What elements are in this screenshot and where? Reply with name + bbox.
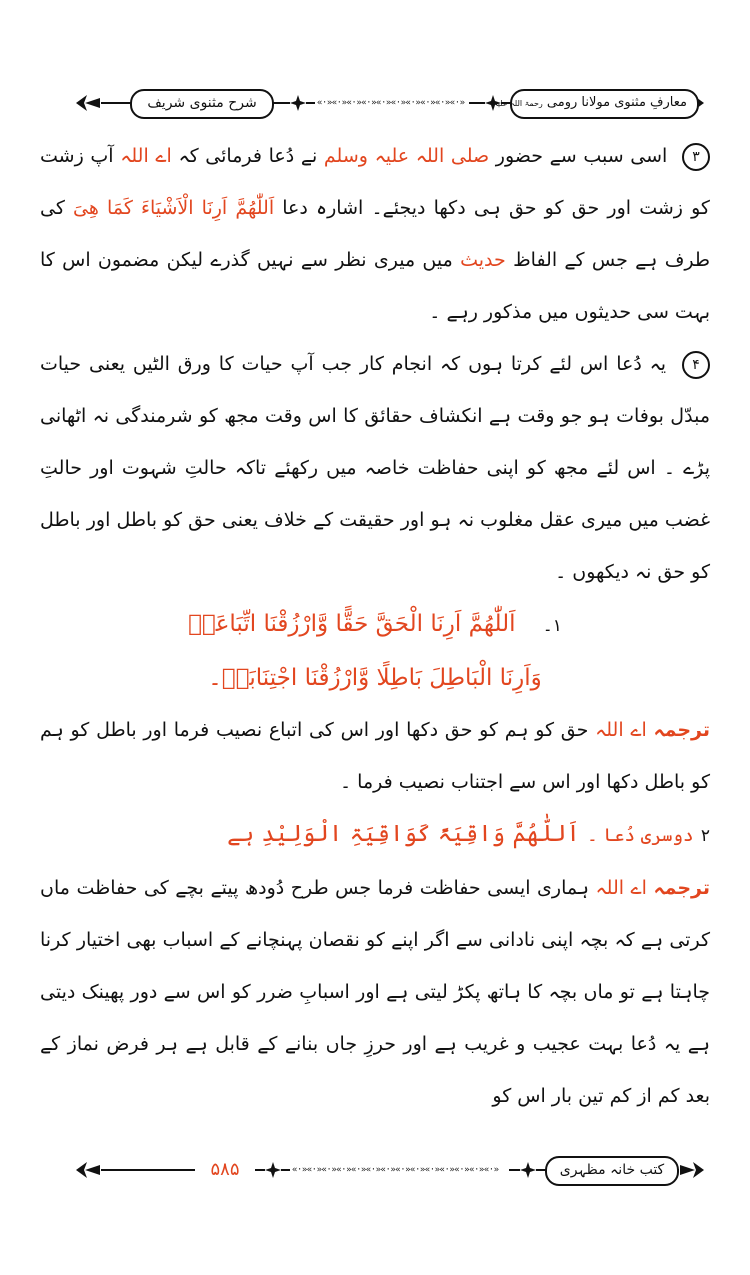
header-right-title xyxy=(493,89,699,119)
body-text: حق کو ہم کو حق دکھا اور اس کی اتباع نصیب فرما اور باطل کو ہم کو باطل دکھا اور اس سے اجتناب نصیب فرما ۔ xyxy=(40,719,710,793)
paragraph-4 xyxy=(40,338,710,598)
arabic-dua-text: اَللّٰھُمَّ اَرِنَا الْحَقَّ حَقًّا وَّارْزُقْنَا اتِّبَاعَہٗ xyxy=(188,611,516,637)
page-number: ۵۸۵ xyxy=(195,1159,255,1181)
star-ornament-icon xyxy=(265,1162,281,1178)
footer-dash-ornament: «·»«·»«·»«·»«·»«·»«·»«·»«·»«·»«·»«·»«·»«·» xyxy=(290,1164,509,1176)
translation-2 xyxy=(40,862,710,1122)
paragraph-number: ۳ xyxy=(682,143,710,171)
arabic-dua-inline: اَللّٰھُمَّ اَرِنَا الْاَشْیَاءَ کَمَا ھِیَ xyxy=(73,197,275,219)
header-book-title: معارفِ مثنوی مولانا رومی xyxy=(546,95,687,110)
arabic-dua-text: وَاَرِنَا الْبَاطِلَ بَاطِلًا وَّارْزُقْنَا اجْتِنَابَہٗ۔ xyxy=(208,665,542,691)
arrowhead-ornament-icon xyxy=(75,1157,101,1183)
page-body xyxy=(40,130,710,1122)
body-text: اسی سبب سے حضور xyxy=(495,145,668,167)
dua-1-line-2 xyxy=(40,652,710,704)
star-ornament-icon xyxy=(290,95,306,111)
paragraph-3 xyxy=(40,130,710,338)
dua-label: دوسری دُعا ۔ xyxy=(587,825,694,846)
hadith-word: حدیث xyxy=(460,249,506,271)
header-honorific: رحمۃ اللہ علیہ xyxy=(493,99,543,108)
translation-1 xyxy=(40,704,710,808)
body-text: کی طرف ہے جس کے الفاظ xyxy=(40,197,710,271)
arrowhead-ornament-icon xyxy=(75,90,101,116)
dua-2 xyxy=(40,808,710,862)
dua-index: ۱۔ xyxy=(542,616,562,636)
body-text: نے دُعا فرمائی کہ xyxy=(178,145,318,167)
translation-label: ترجمہ xyxy=(653,719,710,741)
paragraph-number: ۴ xyxy=(682,351,710,379)
translation-label: ترجمہ xyxy=(653,877,710,899)
invocation-text: اے اللہ xyxy=(120,145,172,167)
body-text: آپ زشت کو زشت اور حق کو حق ہی دکھا دیجئے۔ اشارہ دعا xyxy=(40,145,710,219)
footer-band xyxy=(75,1152,705,1188)
arabic-dua-text: اَللّٰھُمَّ وَاقِیَۃً کَوَاقِیَۃِ الْوَلِیْدِ ہے xyxy=(227,821,580,847)
body-text: ہماری ایسی حفاظت فرما جس طرح دُودھ پیتے بچے کی حفاظت ماں کرتی ہے کہ بچہ اپنی نادانی سے اگر اپنے کو نقصان پہنچانے کے اسباب بھی اختیار کرنا چاہتا ہے تو ماں بچہ کا ہاتھ پکڑ لیتی ہے اور اسبابِ ضرر کو اس سے دور پھینک دیتی ہے یہ دُعا بہت عجیب و غریب ہے اور حرزِ جاں بنانے کے قابل ہے ہر فرض نماز کے بعد کم از کم تین بار اس کو xyxy=(40,877,710,1107)
salutation-text: صلی اللہ علیہ وسلم xyxy=(323,145,490,167)
dua-1-line-1 xyxy=(40,598,710,652)
invocation-text: اے اللہ xyxy=(595,719,647,741)
header-left-title: شرح مثنوی شریف xyxy=(130,89,274,119)
arrowhead-ornament-icon xyxy=(679,1157,705,1183)
body-text: میں میری نظر سے نہیں گذرے لیکن مضمون اس کا بہت سی حدیثوں میں مذکور رہے ۔ xyxy=(40,249,710,323)
body-text: یہ دُعا اس لئے کرتا ہوں کہ انجام کار جب آپ حیات کا ورق الٹیں یعنی حیات مبدّل بوفات ہو جو وقت ہے انکشاف حقائق کا اس وقت مجھ کو شرمندگی نہ اٹھانی پڑے ۔ اس لئے مجھ کو اپنی حفاظت خاصہ میں رکھئے تاکہ حالتِ شہوت اور حالتِ غضب میں میری عقل مغلوب نہ ہو اور حقیقت کے خلاف یعنی حق کو باطل اور باطل کو حق نہ دیکھوں ۔ xyxy=(40,353,710,583)
header-dash-ornament: «·»«·»«·»«·»«·»«·»«·»«·»«·»«·» xyxy=(315,97,469,109)
star-ornament-icon xyxy=(520,1162,536,1178)
publisher-name: کتب خانہ مظہری xyxy=(545,1156,679,1186)
dua-index: ۲ xyxy=(700,826,710,846)
header-band xyxy=(75,85,705,121)
invocation-text: اے اللہ xyxy=(595,877,647,899)
